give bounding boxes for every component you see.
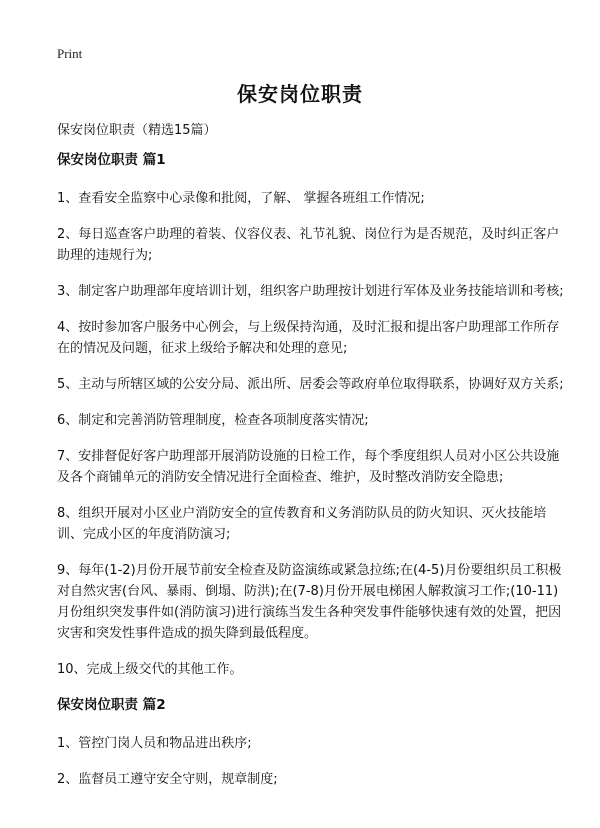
section-heading: 保安岗位职责 篇2 [57, 697, 166, 713]
print-link[interactable]: Print [57, 46, 83, 61]
list-item: 7、安排督促好客户助理部开展消防设施的日检工作，每个季度组织人员对小区公共设施及各个商铺单元的消防安全情况进行全面检查、维护，及时整改消防安全隐患; [57, 449, 560, 485]
list-item: 8、组织开展对小区业户消防安全的宣传教育和义务消防队员的防火知识、灭火技能培训、完成小区的年度消防演习; [57, 506, 547, 542]
list-item: 3、制定客户助理部年度培训计划，组织客户助理按计划进行军体及业务技能培训和考核; [57, 284, 564, 299]
list-item: 5、主动与所辖区域的公安分局、派出所、居委会等政府单位取得联系，协调好双方关系; [57, 377, 564, 392]
section-heading: 保安岗位职责 篇1 [57, 152, 166, 168]
list-item: 6、制定和完善消防管理制度，检查各项制度落实情况; [57, 413, 369, 428]
list-item: 1、查看安全监察中心录像和批阅，了解、 掌握各班组工作情况; [57, 191, 425, 206]
section-2 [57, 695, 565, 790]
list-item: 1、管控门岗人员和物品进出秩序; [57, 736, 252, 751]
document-subtitle: 保安岗位职责（精选15篇） [57, 123, 217, 138]
page-title: 保安岗位职责 [237, 82, 363, 106]
list-item: 2、每日巡查客户助理的着装、仪容仪表、礼节礼貌、岗位行为是否规范，及时纠正客户助理的违规行为; [57, 227, 560, 263]
list-item: 9、每年(1-2)月份开展节前安全检查及防盗演练或紧急拉练;在(4-5)月份要组织员工积极对自然灾害(台风、暴雨、倒塌、防洪);在(7-8)月份开展电梯困人解救演习工作;(10-11)月份组织突发事件如(消防演习)进行演练当发生各种突发事件能够快速有效的处置，把因灾害和突发性事件造成的损失降到最低程度。 [57, 563, 562, 641]
section-1 [57, 150, 565, 680]
list-item: 10、完成上级交代的其他工作。 [57, 662, 243, 677]
document-body [57, 150, 565, 805]
list-item: 4、按时参加客户服务中心例会，与上级保持沟通，及时汇报和提出客户助理部工作所存在的情况及问题，征求上级给予解决和处理的意见; [57, 320, 560, 356]
list-item: 2、监督员工遵守安全守则，规章制度; [57, 772, 278, 787]
